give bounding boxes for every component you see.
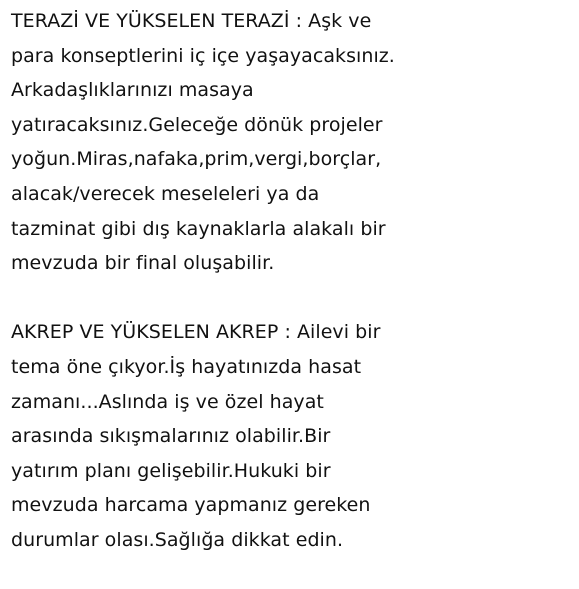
text-line: yatırım planı gelişebilir.Hukuki bir	[11, 459, 331, 482]
text-line: alacak/verecek meseleleri ya da	[11, 182, 320, 205]
text-line: mevzuda harcama yapmanız gereken	[11, 494, 371, 517]
text-line: AKREP VE YÜKSELEN AKREP : Ailevi bir	[11, 321, 381, 344]
text-line: tazminat gibi dış kaynaklarla alakalı bir	[11, 217, 386, 240]
text-line: para konseptlerini iç içe yaşayacaksınız.	[11, 44, 395, 67]
text-line: tema öne çıkyor.İş hayatınızda hasat	[11, 355, 362, 378]
text-line: yoğun.Miras,nafaka,prim,vergi,borçlar,	[11, 148, 382, 171]
document-body	[11, 4, 573, 558]
paragraph-spacer	[11, 281, 573, 316]
paragraph-terazi	[11, 4, 573, 281]
text-line: TERAZİ VE YÜKSELEN TERAZİ : Aşk ve	[11, 10, 372, 32]
text-line: yatıracaksınız.Geleceğe dönük projeler	[11, 113, 383, 136]
text-line: mevzuda bir final oluşabilir.	[11, 252, 275, 275]
text-line: arasında sıkışmalarınız olabilir.Bir	[11, 425, 331, 448]
text-line: Arkadaşlıklarınızı masaya	[11, 79, 254, 102]
text-line: durumlar olası.Sağlığa dikkat edin.	[11, 528, 344, 551]
text-line: zamanı...Aslında iş ve özel hayat	[11, 390, 324, 413]
paragraph-akrep	[11, 315, 573, 557]
